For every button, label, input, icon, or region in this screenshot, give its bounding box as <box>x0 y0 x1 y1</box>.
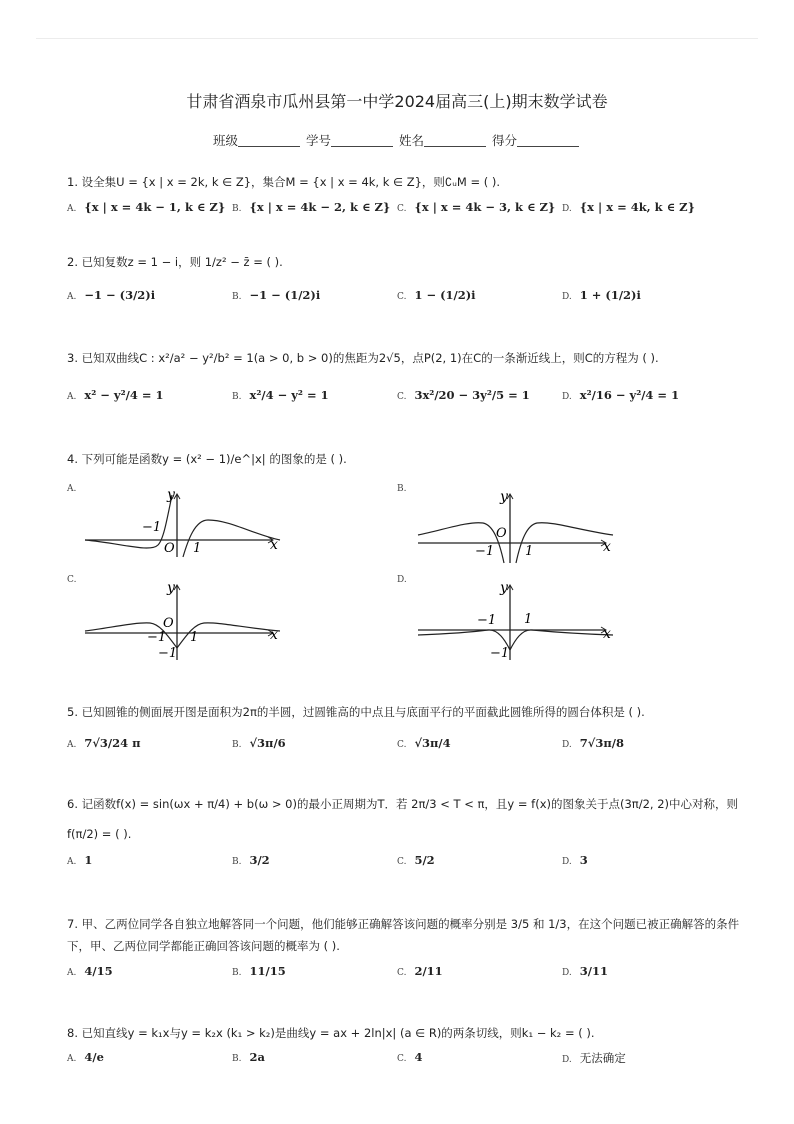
option-b[interactable]: B. √3π/6 <box>232 736 286 750</box>
one-label: 1 <box>190 630 199 645</box>
one-label: 1 <box>524 612 533 627</box>
neg-one-label: −1 <box>477 613 497 628</box>
one-label: 1 <box>193 541 202 556</box>
question-text: 2. 已知复数z = 1 − i，则 1/z² − z̄ = ( ). <box>67 255 283 269</box>
option-a-label[interactable]: A. <box>67 484 77 494</box>
option-b-label[interactable]: B. <box>397 484 407 494</box>
question-6 <box>67 795 739 843</box>
question-1 <box>67 173 732 191</box>
option-b[interactable]: B. −1 − (1/2)i <box>232 288 321 302</box>
question-text: 6. 记函数f(x) = sin(ωx + π/4) + b(ω > 0)的最小正周期为T．若 2π/3 < T < π，且y = f(x)的图象关于点(3π/2, 2)中心对称，则 <box>67 797 739 811</box>
option-d[interactable]: D. 3/11 <box>562 964 608 978</box>
option-d[interactable]: D. 3 <box>562 853 588 867</box>
option-d[interactable]: D. 7√3π/8 <box>562 736 624 750</box>
question-2 <box>67 253 732 271</box>
x-label: x <box>603 626 611 642</box>
option-a[interactable]: A. 1 <box>67 853 93 867</box>
graph-d[interactable] <box>413 578 623 663</box>
score-blank[interactable] <box>517 134 579 147</box>
option-a[interactable]: A. x² − y²/4 = 1 <box>67 388 164 402</box>
option-d[interactable]: D. 1 + (1/2)i <box>562 288 641 302</box>
question-text: 8. 已知直线y = k₁x与y = k₂x (k₁ > k₂)是曲线y = ax + 2ln|x| (a ∈ R)的两条切线，则k₁ − k₂ = ( ). <box>67 1026 595 1040</box>
score-label: 得分 <box>491 133 517 148</box>
option-c[interactable]: C. √3π/4 <box>397 736 451 750</box>
question-text-line2: 下，甲、乙两位同学都能正确回答该问题的概率为 ( ). <box>67 939 340 953</box>
one-label: 1 <box>525 544 534 559</box>
graph-b[interactable] <box>413 485 623 565</box>
graph-a[interactable] <box>80 485 290 560</box>
x-label: x <box>603 539 611 555</box>
neg-one-y-label: −1 <box>158 646 178 661</box>
id-blank[interactable] <box>331 134 393 147</box>
id-label: 学号 <box>305 133 331 148</box>
option-b[interactable]: B. 3/2 <box>232 853 270 867</box>
option-d-label[interactable]: D. <box>397 575 407 585</box>
question-5 <box>67 703 732 721</box>
page-title: 甘肃省酒泉市瓜州县第一中学2024届高三(上)期末数学试卷 <box>186 92 608 111</box>
question-7 <box>67 915 740 955</box>
question-text: 7. 甲、乙两位同学各自独立地解答同一个问题，他们能够正确解答该问题的概率分别是 3/5 和 1/3，在这个问题已被正确解答的条件 <box>67 917 740 931</box>
question-text: 5. 已知圆锥的侧面展开图是面积为2π的半圆，过圆锥高的中点且与底面平行的平面截此圆锥所得的圆台体积是 ( ). <box>67 705 645 719</box>
option-c[interactable]: C. {x | x = 4k − 3, k ∈ Z} <box>397 200 556 214</box>
option-a[interactable]: A. 4/e <box>67 1050 104 1064</box>
option-a[interactable]: A. 7√3/24 π <box>67 736 141 750</box>
option-d[interactable]: D. 无法确定 <box>562 1051 626 1065</box>
origin-label: O <box>496 526 507 541</box>
y-label: y <box>500 580 508 596</box>
question-4 <box>67 450 732 468</box>
x-label: x <box>270 537 278 553</box>
option-c[interactable]: C. 4 <box>397 1050 423 1064</box>
question-text: 4. 下列可能是函数y = (x² − 1)/e^|x| 的图象的是 ( ). <box>67 452 347 466</box>
y-label: y <box>500 489 508 505</box>
option-b[interactable]: B. {x | x = 4k − 2, k ∈ Z} <box>232 200 391 214</box>
curve <box>418 630 613 650</box>
top-divider <box>36 38 758 39</box>
neg-one-label: −1 <box>475 544 495 559</box>
option-c[interactable]: C. 5/2 <box>397 853 435 867</box>
question-text: 1. 设全集U = {x | x = 2k, k ∈ Z}，集合M = {x | x = 4k, k ∈ Z}，则∁ᵤM = ( ). <box>67 175 501 189</box>
name-blank[interactable] <box>424 134 486 147</box>
option-a[interactable]: A. 4/15 <box>67 964 113 978</box>
option-b[interactable]: B. 11/15 <box>232 964 286 978</box>
option-d[interactable]: D. x²/16 − y²/4 = 1 <box>562 388 680 402</box>
option-c[interactable]: C. 2/11 <box>397 964 443 978</box>
neg-one-y-label: −1 <box>490 646 510 661</box>
option-d[interactable]: D. {x | x = 4k, k ∈ Z} <box>562 200 695 214</box>
option-c[interactable]: C. 3x²/20 − 3y²/5 = 1 <box>397 388 530 402</box>
y-label: y <box>167 580 175 596</box>
question-3 <box>67 349 732 367</box>
curve <box>85 623 280 648</box>
name-label: 姓名 <box>398 133 424 148</box>
y-label: y <box>167 487 175 503</box>
option-a[interactable]: A. −1 − (3/2)i <box>67 288 156 302</box>
neg-one-label: −1 <box>142 520 162 535</box>
neg-one-label: −1 <box>147 630 167 645</box>
question-text-line2: f(π/2) = ( ). <box>67 827 132 841</box>
student-info-line <box>0 131 794 149</box>
origin-label: O <box>164 541 175 556</box>
origin-label: O <box>163 616 174 631</box>
option-b[interactable]: B. 2a <box>232 1050 265 1064</box>
option-b[interactable]: B. x²/4 − y² = 1 <box>232 388 329 402</box>
graph-c[interactable] <box>80 578 290 663</box>
x-label: x <box>270 627 278 643</box>
option-c[interactable]: C. 1 − (1/2)i <box>397 288 476 302</box>
class-label: 班级 <box>212 133 238 148</box>
option-c-label[interactable]: C. <box>67 575 77 585</box>
question-8 <box>67 1024 732 1042</box>
class-blank[interactable] <box>238 134 300 147</box>
question-text: 3. 已知双曲线C : x²/a² − y²/b² = 1(a > 0, b > 0)的焦距为2√5，点P(2, 1)在C的一条渐近线上，则C的方程为 ( ). <box>67 351 659 365</box>
option-a[interactable]: A. {x | x = 4k − 1, k ∈ Z} <box>67 200 226 214</box>
